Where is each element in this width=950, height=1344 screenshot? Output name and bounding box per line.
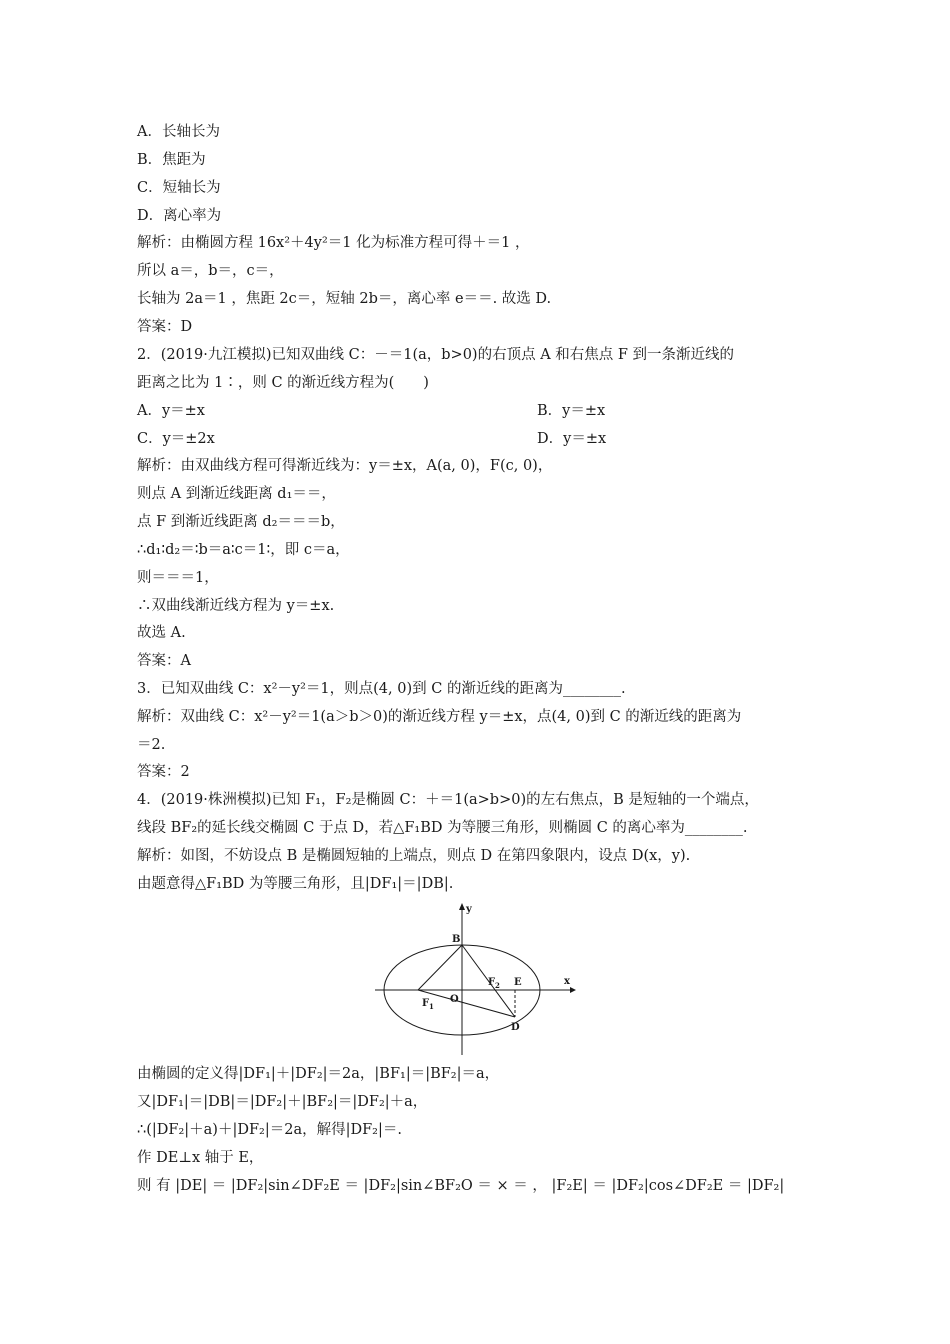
analysis-line: 解析：由椭圆方程 16x²＋4y²＝1 化为标准方程可得＋＝1 ， [137,235,530,251]
text-line: 作 DE⊥x 轴于 E， [137,1150,264,1166]
text-line: 由题意得△F₁BD 为等腰三角形，且|DF₁|＝|DB|. [137,876,454,892]
label-f2-sub: 2 [495,981,500,990]
label-d: D [511,1022,520,1033]
text-line: ∴双曲线渐近线方程为 y＝±x. [137,598,335,614]
segment-bf1 [418,945,462,990]
text-line: ∴d₁∶d₂＝∶b＝a∶c＝1∶，即 c＝a， [137,542,350,558]
analysis-line: 解析：如图，不妨设点 B 是椭圆短轴的上端点，则点 D 在第四象限内，设点 D(x，y). [137,848,691,864]
x-axis-arrow [570,987,576,993]
label-f2: F [488,977,496,988]
text-line: 故选 A. [137,625,186,641]
option-d-q2: D．y＝±x [537,431,607,447]
analysis-line: 解析：由双曲线方程可得渐近线为：y＝±x，A(a, 0)，F(c, 0)， [137,458,553,474]
option-d-q1: D．离心率为 [137,208,222,224]
ellipse-figure [370,900,580,1060]
option-c-q1: C．短轴长为 [137,180,221,196]
question-3-stem: 3．已知双曲线 C：x²－y²＝1，则点(4, 0)到 C 的渐近线的距离为________. [137,681,626,697]
label-e: E [514,977,522,988]
analysis-line: 解析：双曲线 C：x²－y²＝1(a＞b＞0)的渐近线方程 y＝±x，点(4, 0)到 C 的渐近线的距离为 [137,709,742,725]
text-line: 又|DF₁|＝|DB|＝|DF₂|＋|BF₂|＝|DF₂|＋a， [137,1094,428,1110]
text-line: 点 F 到渐近线距离 d₂＝＝＝b， [137,514,345,530]
text-line: 所以 a＝，b＝，c＝， [137,263,284,279]
y-axis-arrow [459,903,465,910]
text-line: ＝2. [137,737,166,753]
option-a-q2: A．y＝±x [137,403,205,419]
question-4-stem: 4．(2019·株洲模拟)已知 F₁，F₂是椭圆 C：＋＝1(a>b>0)的左右焦点，B 是短轴的一个端点， [137,792,759,808]
text-line: 则 有 |DE| ＝ |DF₂|sin∠DF₂E ＝ |DF₂|sin∠BF₂O ＝ × ＝ ， |F₂E| ＝ |DF₂|cos∠DF₂E ＝ |DF₂| [137,1178,785,1194]
option-b-q1: B．焦距为 [137,152,206,168]
text-line: 长轴为 2a＝1 ，焦距 2c＝，短轴 2b＝，离心率 e＝＝. 故选 D. [137,291,552,307]
question-4-stem-cont: 线段 BF₂的延长线交椭圆 C 于点 D，若△F₁BD 为等腰三角形，则椭圆 C 的离心率为________. [137,820,748,836]
label-f1: F [422,998,430,1009]
label-y: y [466,904,472,915]
question-2-stem-cont: 距离之比为 1∶，则 C 的渐近线方程为( ) [137,375,429,391]
label-f1-sub: 1 [429,1002,434,1011]
label-x: x [564,976,570,987]
text-line: ∴(|DF₂|＋a)＋|DF₂|＝2a，解得|DF₂|＝. [137,1122,402,1138]
answer-line: 答案：2 [137,764,190,780]
text-line: 由椭圆的定义得|DF₁|＋|DF₂|＝2a，|BF₁|＝|BF₂|＝a， [137,1066,500,1082]
answer-line: 答案：A [137,653,191,669]
label-o: O [450,994,459,1005]
option-c-q2: C．y＝±2x [137,431,215,447]
text-line: 则点 A 到渐近线距离 d₁＝＝， [137,486,336,502]
question-2-stem: 2．(2019·九江模拟)已知双曲线 C：－＝1(a，b>0)的右顶点 A 和右焦点 F 到一条渐近线的 [137,347,735,363]
text-line: 则＝＝＝1， [137,570,219,586]
option-a-q1: A．长轴长为 [137,124,220,140]
option-b-q2: B．y＝±x [537,403,606,419]
answer-line: 答案：D [137,319,193,335]
label-b: B [452,934,461,945]
